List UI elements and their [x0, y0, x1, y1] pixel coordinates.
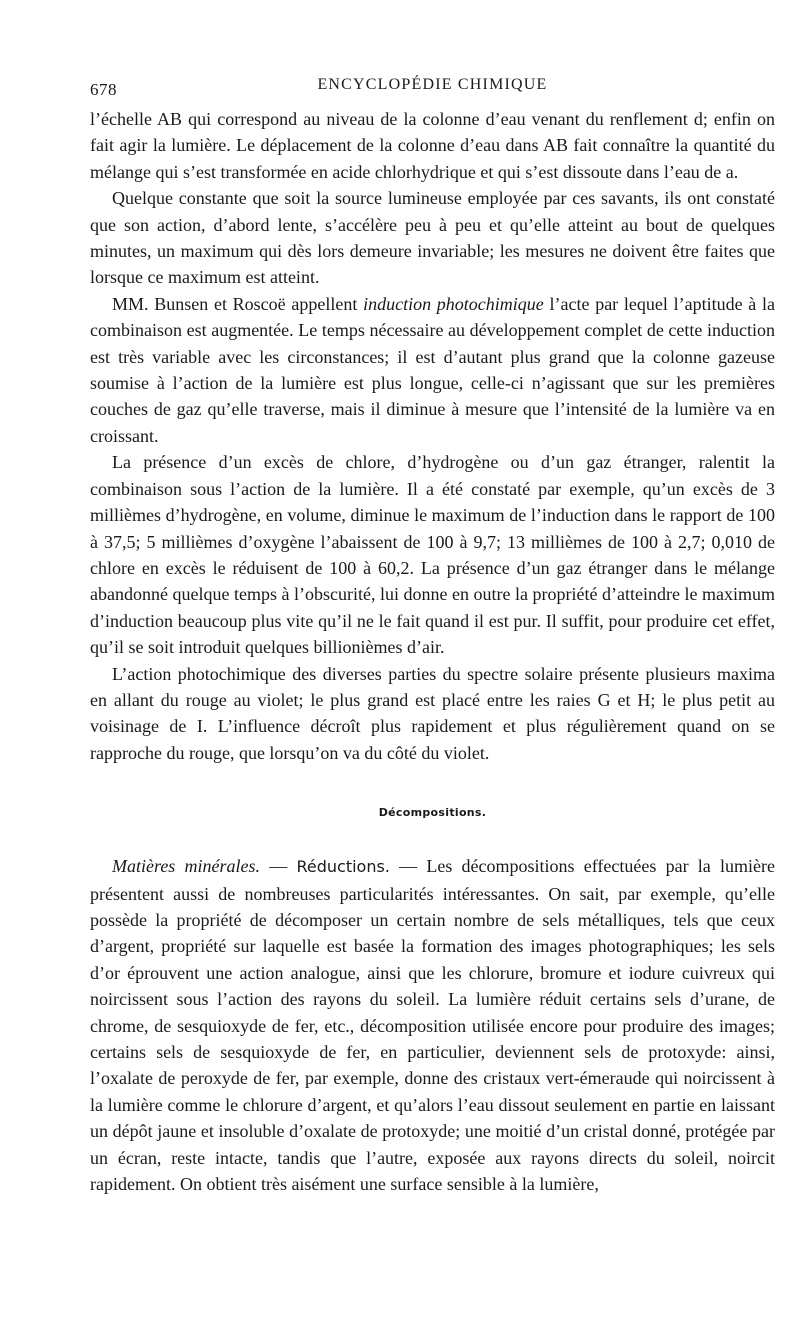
subsection-title: Matières minérales.	[112, 856, 261, 877]
section-heading: Décompositions.	[378, 806, 487, 820]
running-title: ENCYCLOPÉDIE CHIMIQUE	[317, 76, 548, 93]
page-number: 678	[90, 80, 117, 99]
book-page	[90, 70, 775, 1270]
paragraph-maximum: Quelque constante que soit la source lumineuse employée par ces savants, ils ont constaté que son action, d’abord lente, s’accélère peu à peu et qu’elle atteint au bout de quelques minutes, un maximum qui dès lors demeure invariable; les mesures ne doivent être faites que lorsque ce maximum est atteint.	[90, 188, 775, 288]
paragraph-spectrum: L’action photochimique des diverses parties du spectre solaire présente plusieurs maxima en allant du rouge au violet; le plus grand est placé entre les raies G et H; le plus petit au voisinage de I. L’influence décroît plus rapidement et plus régulièrement quand on se rapproche du rouge, que lorsqu’on va du côté du violet.	[90, 663, 775, 763]
running-head	[90, 70, 775, 100]
paragraph-continued: l’échelle AB qui correspond au niveau de la colonne d’eau venant du renflement d; enfin on fait agir la lumière. Le déplacement de la colonne d’eau dans AB fait connaître la quantité du mélange qui s’est transformée en acide chlorhydrique et qui s’est dissoute dans l’eau de a.	[90, 109, 775, 182]
paragraph-excess-gas: La présence d’un excès de chlore, d’hydrogène ou d’un gaz étranger, ralentit la combinaison sous l’action de la lumière. Il a été constaté par exemple, qu’un excès de 3 millièmes d’hydrogène, en volume, diminue le maximum de l’induction dans le rapport de 100 à 37,5; 5 millièmes d’oxygène l’abaissent de 100 à 9,7; 13 millièmes de 100 à 2,7; 0,010 de chlore en excès le réduisent de 100 à 60,2. La présence d’un gaz étranger dans le mélange abandonné quelque temps à l’obscurité, lui donne en outre la propriété d’atteindre le maximum d’induction beaucoup plus vite qu’il ne le fait quand il est pur. Il suffit, pour produire cet effet, qu’il se soit introduit quelques billionièmes d’air.	[90, 452, 775, 658]
paragraph-reductions	[90, 853, 775, 1197]
induction-text-before: MM. Bunsen et Roscoë appellent	[112, 293, 364, 314]
reductions-body: — Les décompositions effectuées par la lumière présentent aussi de nombreuses particularités intéressantes. On sait, par exemple, qu’elle possède la propriété de décomposer un certain nombre de sels métalliques, tels que ceux d’argent, propriété sur laquelle est basée la formation des images photographiques; les sels d’or éprouvent une action analogue, ainsi que les chlorure, bromure et iodure cuivreux qui noircissent sous l’action des rayons du soleil. La lumière réduit certains sels d’urane, de chrome, de sesquioxyde de fer, etc., décomposition utilisée encore pour produire des images; certains sels de sesquioxyde de fer, en particulier, deviennent sels de protoxyde: ainsi, l’oxalate de peroxyde de fer, par exemple, donne des cristaux vert-émeraude qui noircissent à la lumière comme le chlorure d’argent, et qu’alors l’eau dissout seulement en partie en laissant un dépôt jaune et insoluble d’oxalate de protoxyde; une moitié d’un cristal donné, protégée par un écran, reste intacte, tandis que l’autre, exposée aux rayons directs du soleil, noircit rapidement. On obtient très aisément une surface sensible à la lumière,	[90, 856, 775, 1195]
subsection-dash: —	[260, 856, 297, 877]
induction-text-after: l’acte par lequel l’aptitude à la combinaison est augmentée. Le temps nécessaire au développement complet de cette induction est très variable avec les circonstances; il est d’autant plus grand que la colonne gazeuse soumise à l’action de la lumière est plus longue, celle-ci n’agissant que sur les premières couches de gaz qu’elle traverse, mais il diminue à mesure que l’intensité de la lumière va en croissant.	[90, 293, 775, 446]
subsection-subtitle: Réductions.	[296, 857, 390, 877]
paragraph-induction	[90, 291, 775, 449]
induction-term: induction photochimique	[363, 293, 544, 314]
